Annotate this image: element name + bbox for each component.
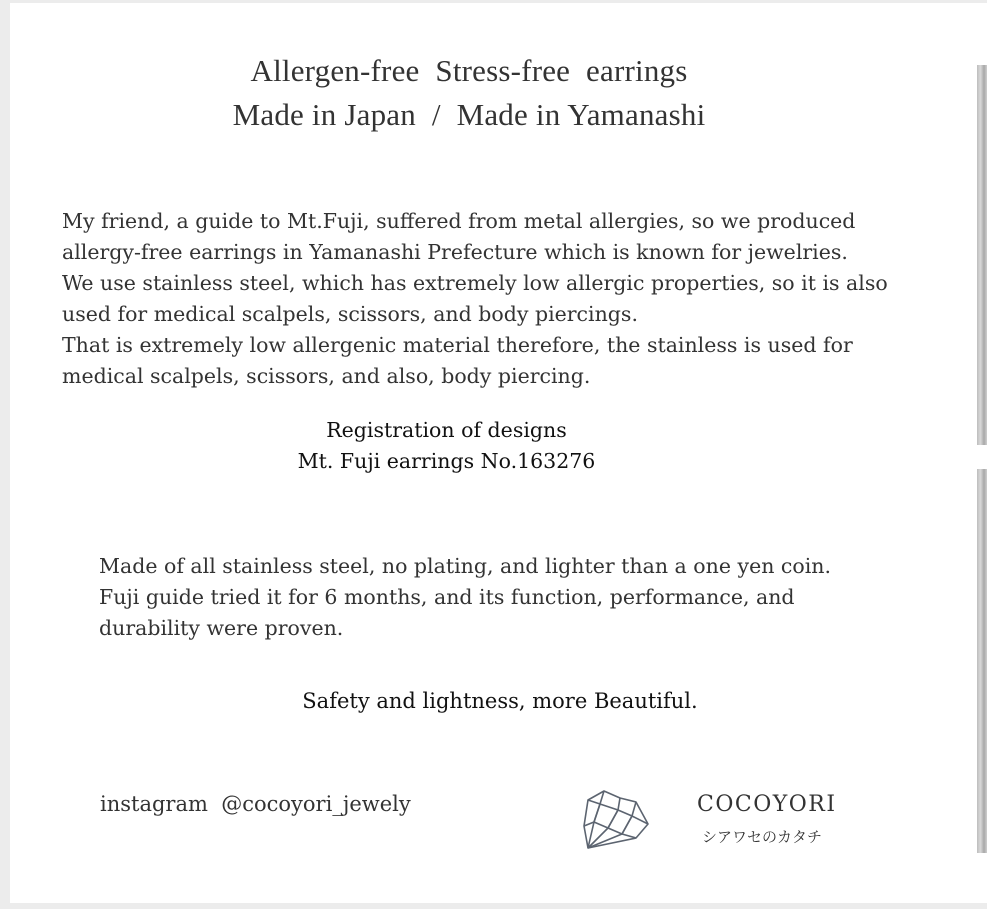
slogan: Safety and lightness, more Beautiful. [302, 689, 698, 713]
brand-name: COCOYORI [697, 792, 837, 817]
registration-title: Registration of designs [326, 418, 567, 442]
brand-tagline: シアワセのカタチ [702, 828, 823, 846]
instagram-handle: instagram @cocoyori_jewely [100, 792, 411, 816]
product-photo-top [977, 65, 987, 445]
headline-line-2: Made in Japan / Made in Yamanashi [232, 97, 706, 132]
intro-line: medical scalpels, scissors, and also, body piercing. [62, 364, 591, 388]
faceted-heart-gem-icon [578, 788, 652, 852]
intro-paragraph [62, 206, 942, 392]
intro-line: My friend, a guide to Mt.Fuji, suffered from metal allergies, so we produced [62, 209, 856, 233]
registration-number: Mt. Fuji earrings No.163276 [297, 449, 596, 473]
headline-line-1: Allergen-free Stress-free earrings [250, 53, 688, 88]
details-line: durability were proven. [99, 616, 344, 640]
intro-line: We use stainless steel, which has extremely low allergic properties, so it is also [62, 271, 888, 295]
intro-line: used for medical scalpels, scissors, and body piercings. [62, 302, 638, 326]
intro-line: That is extremely low allergenic material therefore, the stainless is used for [62, 333, 853, 357]
details-line: Fuji guide tried it for 6 months, and its function, performance, and [99, 585, 795, 609]
product-photo-bottom [977, 469, 987, 853]
details-line: Made of all stainless steel, no plating, and lighter than a one yen coin. [99, 554, 832, 578]
intro-line: allergy-free earrings in Yamanashi Prefecture which is known for jewelries. [62, 240, 848, 264]
details-paragraph [99, 551, 919, 644]
